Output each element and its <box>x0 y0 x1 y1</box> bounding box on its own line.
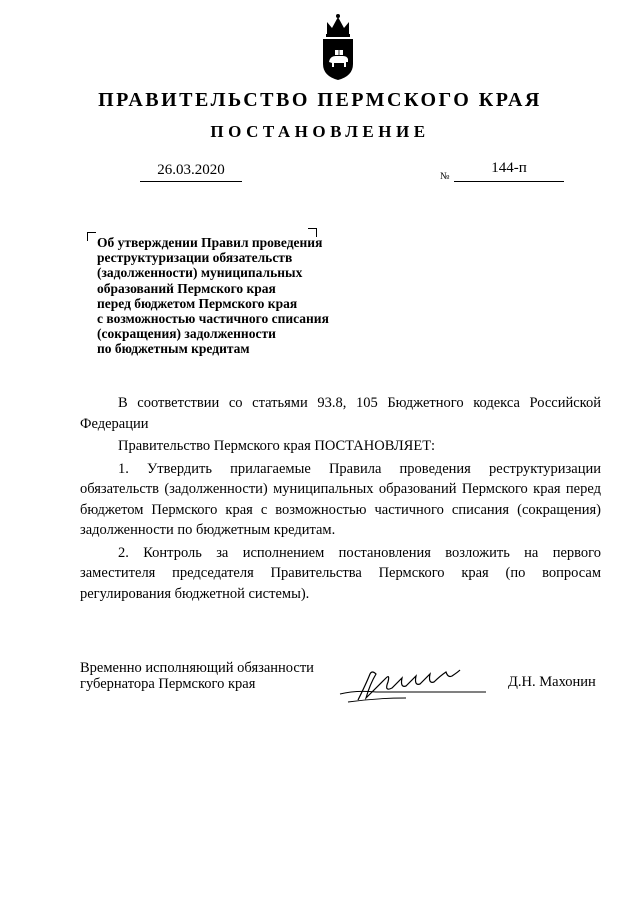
body-paragraph-item-2: 2. Контроль за исполнением постановления возложить на первого заместителя председателя Правительства Пермского края (по вопросам регулирования бюджетной системы). <box>80 544 601 602</box>
subject-line: перед бюджетом Пермского края <box>97 295 298 311</box>
body-paragraph-basis: В соответствии со статьями 93.8, 105 Бюджетного кодекса Российской Федерации <box>80 395 601 432</box>
signatory-name: Д.Н. Махонин <box>508 674 596 690</box>
handwritten-signature <box>336 664 496 706</box>
subject-line: (сокращения) задолженности <box>97 326 276 342</box>
document-body <box>80 393 601 606</box>
number-sign: № <box>440 171 450 182</box>
subject-line: реструктуризации обязательств <box>97 250 293 266</box>
perm-krai-coat-of-arms-icon <box>318 12 358 82</box>
subject-line: с возможностью частичного списания <box>97 311 329 327</box>
date-field <box>140 162 242 182</box>
document-date: 26.03.2020 <box>140 162 242 182</box>
document-number: 144-п <box>454 160 564 182</box>
subject-line: образований Пермского края <box>97 280 276 296</box>
signatory-title-line: Временно исполняющий обязанности <box>80 660 314 676</box>
signatory-title <box>80 661 314 692</box>
body-paragraph-resolves: Правительство Пермского края ПОСТАНОВЛЯЕТ: <box>118 438 436 454</box>
subject-corner-mark-left <box>87 232 96 241</box>
subject-line: по бюджетным кредитам <box>97 341 250 357</box>
signatory-title-line: губернатора Пермского края <box>80 675 256 692</box>
body-paragraph-item-1: 1. Утвердить прилагаемые Правила проведения реструктуризации обязательств (задолженности) муниципальных образований Пермского края перед бюджетом Пермского края с возможностью частичного списания (сокращения) задолженности по бюджетным кредитам. <box>80 460 601 538</box>
document-subject <box>97 235 397 357</box>
document-type-title: ПОСТАНОВЛЕНИЕ <box>210 122 430 141</box>
subject-line: Об утверждении Правил проведения <box>97 235 323 250</box>
subject-line: (задолженности) муниципальных <box>97 265 303 281</box>
organization-title: ПРАВИТЕЛЬСТВО ПЕРМСКОГО КРАЯ <box>98 89 542 111</box>
number-field <box>440 160 564 182</box>
